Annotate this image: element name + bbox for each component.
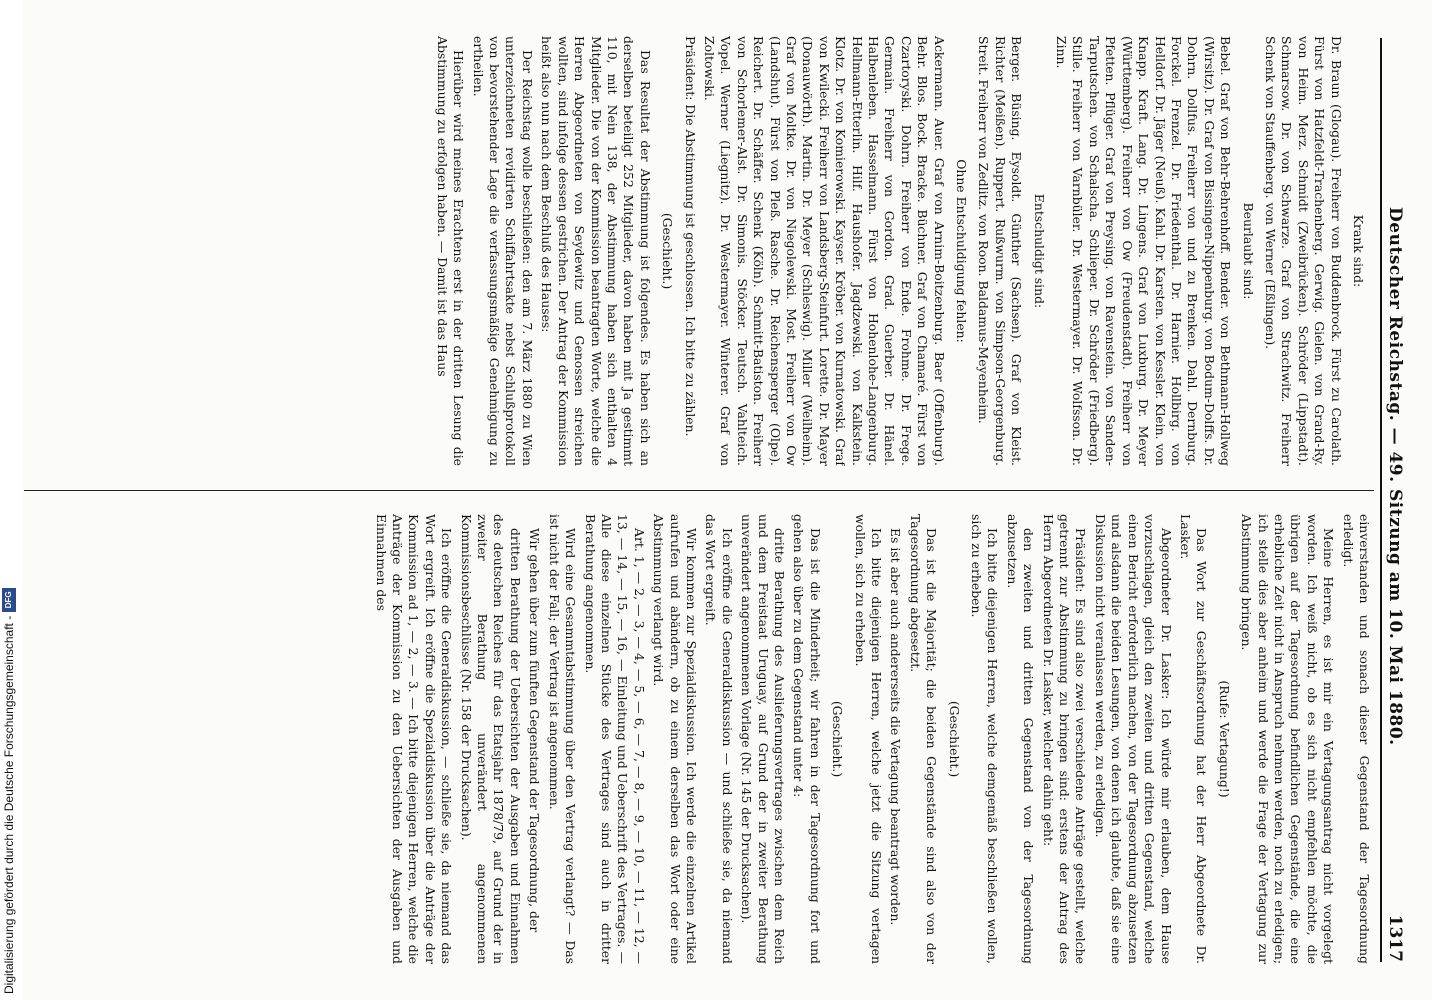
paragraph: Wird eine Gesammtabstimmung über den Vertrag verlangt? — Das ist nicht der Fall; der Vertrag ist angenommen. — [546, 514, 579, 964]
paragraph: Das Wort zur Geschäftsordnung hat der Herr Abgeordnete Dr. Lasker. — [1177, 514, 1210, 964]
paragraph: Dr. Braun (Glogau). Freiherr von Buddenbrock. Fürst zu Carolath. Fürst von Hatzfeldt-Trachenberg. Gerwig. Gielen. von Grand-Ry. von Heim. Merz. Schmidt (Zweibrücken). Schröder (Lippstadt). Schmarsow. Dr. von Schwarze. Graf von Strachwitz. Freiherr Schenk von Stauffenberg. von Werner (Eßlingen). — [1262, 36, 1344, 466]
paragraph: Hierüber wird meines Erachtens erst in der dritten Lesung die Abstimmung zu erfolgen haben. — Damit ist das Haus — [434, 36, 467, 466]
paragraph: dritten Berathung der Uebersichten der Ausgaben und Einnahmen des deutschen Reiches für das Etatsjahr 1878/79, auf Grund der in zweiter Berathung unverändert angenommenen Kommissionsbeschlüsse (Nr. 158 der Drucksachen). — [458, 514, 523, 964]
paragraph: Art. 1, — 2, — 3, — 4, — 5, — 6, — 7, — 8, — 9, — 10, — 11, — 12, — 13, — 14, — 15, — 16, — Einleitung und Ueberschrift des Vertrages. — Alle diese einzelnen Stücke des Vertrages sind auch in dritter Berathung angenommen. — [582, 514, 647, 964]
section-heading: (Geschieht.) — [946, 700, 962, 778]
paragraph: Ich bitte diejenigen Herren, welche jetzt die Sitzung vertagen wollen, sich zu erheben. — [852, 514, 885, 964]
section-heading: (Geschieht.) — [660, 212, 676, 290]
paragraph: Präsident: Es sind also zwei verschiedene Anträge gestellt, welche getrennt zur Abstimmung zu bringen sind: erstens der Antrag des Herrn Abgeordneten Dr. Lasker, welcher dahin geht: — [1040, 514, 1089, 964]
funding-text: Digitalisierung gefördert durch die Deutsche Forschungsgemeinschaft - — [2, 615, 16, 994]
footer-strip — [0, 0, 22, 1000]
paragraph: Ackermann. Auer. Graf von Arnim-Boitzenburg. Baer (Offenburg). Behr. Blos. Bock. Bracke. Büchner. Graf von Chamaré. Fürst von Czartoryski. Dohrn. Freiherr von Ende. Frohme. Dr. Frege. Germain. Freiherr von Gordon. Grad. Guerber. Dr. Hänel. Halbenleben. Hasselmann. Fürst von Hohenlohe-Langenburg. Hellmann-Etterlin. Hilf. Haushofer. Jagdzewski. von Kalkstein. Klotz. Dr. von Komierowski. Kayser. Kröber. von Kurnatowski. Graf von Kwilecki. Freiherr von Landsberg-Steinfurt. Lorette. Dr. Mayer (Donauwörth). Martin. Dr. Meyer (Schleswig). Miller (Weilheim). Graf von Moltke. Dr. von Niegolewski. Most. Freiherr von Ow (Landshut). Fürst von Pleß. Rasche. Dr. Reichensperger (Olpe). Reichert. Dr. Schäffer. Schenk (Köln). Schmitt-Batiston. Freiherr von Schorlemer-Alst. Dr. Simonis. Stöcker. Teutsch. Vahlteich. Vopel. Werner (Liegnitz). Dr. Westermayer. Winterer. Graf von Zoltowski. — [701, 36, 947, 466]
running-header — [1380, 38, 1408, 962]
paragraph: Abgeordneter Dr. Lasker: Ich würde mir erlauben, dem Hause vorzuschlagen, gleich den zweiten und dritten Gegenstand, welche einen Bericht erforderlich machen, von der Tagesordnung abzusetzen und alsdann die beiden Lesungen, von denen ich glaubte, daß sie eine Diskussion nicht veranlassen werden, zu erledigen. — [1092, 514, 1174, 964]
page-number: 1317 — [1385, 914, 1405, 962]
paragraph: Ich bitte diejenigen Herren, welche demgemäß beschließen wollen, sich zu erheben. — [969, 514, 1001, 964]
paragraph: Wir kommen zur Spezialdiskussion. Ich werde die einzelnen Artikel aufrufen und abändern, ob zu einem derselben das Wort oder eine Abstimmung verlangt wird. — [651, 514, 699, 964]
newspaper-page — [12, 0, 1412, 1000]
paragraph: Bebel. Graf von Behr-Behrenhoff. Bender. von Bethmann-Hollweg (Wirsitz). Dr. Graf von Bissingen-Nippenburg. von Bodum-Dolffs. Dr. Dohrn. Dollfus. Freiherr von und zu Brenken. Dahl. Dernburg. Forckel. Frenzel. Dr. Friedenthal. Dr. Harnier. Hollbirg. von Helldorf. Dr. Jäger (Neuß). Kahl. Dr. Karsten. von Kessler. Klein. von Knapp. Kraft. Lang. Dr. Lingens. Graf von Luxburg. Dr. Meyer (Württemberg). Freiherr von Ow (Freudenstadt). Freiherr von Pfetten. Pflüger. Graf von Preysing. von Ravenstein. von Sanden-Tarputschen. von Schalscha. Schlieper. Dr. Schröder (Friedberg). Stille. Freiherr von Varnbüler. Dr. Westermayer. Dr. Wolfsson. Dr. Zinn. — [1054, 36, 1234, 466]
paragraph: Ich eröffne die Generaldiskussion — und schließe sie, da niemand das Wort ergreift. — [703, 514, 735, 964]
paragraph: Ich eröffne die Generaldiskussion, — schließe sie, da niemand das Wort ergreift. Ich eröffne die Spezialdiskussion über die Anträge der Kommission ad 1, — 2, — 3. — Ich bitte diejenigen Herren, welche die Anträge der Kommission zu den Uebersichten der Ausgaben und Einnahmen des — [373, 514, 455, 964]
section-heading: (Geschieht.) — [830, 700, 846, 778]
paragraph: Es ist aber auch andererseits die Vertagung beantragt worden. — [888, 528, 904, 926]
paragraph: Das ist die Minderheit; wir fahren in der Tagesordnung fort und gehen also über zu dem Gegenstand unter 4: — [791, 514, 823, 964]
paragraph: Berger. Büsing. Eysoldt. Günther (Sachsen). Graf von Kleist. Richter (Meißen). Ruppert. Rußwurm. von Simpson-Georgenburg. Streit. Freiherr von Zedlitz. von Roon. Baldamus-Meyenheim. — [976, 36, 1025, 466]
paragraph: Das Resultat der Abstimmung ist folgendes. Es haben sich an derselben beteiligt 252 Mitglieder, davon haben mit Ja gestimmt 110, mit Nein 138, der Abstimmung haben sich enthalten 4 Mitglieder. Die von der Kommission beantragten Worte, welche die Herren Abgeordneten von Seydewitz und Genossen streichen wollten, sind infolge dessen gestrichen. Der Antrag der Kommission heißt also nun nach dem Beschluß des Hauses: — [539, 36, 653, 466]
right-column — [22, 514, 1372, 964]
paragraph: Der Reichstag wolle beschließen: den am 7. März 1880 zu Wien unterzeichneten revidirten Schiffahrtsakte nebst Schlußprotokoll von bevorstehender Lage die verfassungsmäßige Genehmigung zu ertheilen. — [470, 36, 535, 466]
paragraph: Meine Herren, es ist mir ein Vertagungsantrag nicht vorgelegt worden. Ich weiß nicht, ob es sich nicht empfehlen möchte, die übrigen auf der Tagesordnung befindlichen Gegenstände, die eine erhebliche Zeit nicht in Anspruch nehmen werden, noch zu erledigen; ich stelle dies aber anheim und werde die Frage der Vertagung zur Abstimmung bringen. — [1239, 514, 1337, 964]
section-heading: Ohne Entschuldigung fehlen: — [954, 159, 970, 343]
paragraph: dritte Berathung des Auslieferungsvertrages zwischen dem Reich und dem Freistaat Uruguay, auf Grund der in zweiter Berathung unverändert angenommenen Vorlage (Nr. 145 der Drucksachen). — [739, 514, 787, 964]
section-heading: Entschuldigt sind: — [1031, 193, 1047, 309]
paragraph: Das ist die Majorität; die beiden Gegenstände sind also von der Tagesordnung abgesetzt. — [907, 514, 940, 964]
section-heading: Krank sind: — [1351, 214, 1366, 288]
funding-notice — [0, 0, 18, 994]
paragraph: einverstanden und sonach dieser Gegenstand der Tagesordnung erledigt. — [1340, 514, 1372, 964]
paragraph: den zweiten und dritten Gegenstand von der Tagesordnung abzusetzen. — [1004, 514, 1037, 964]
paragraph: Wir gehen über zum fünften Gegenstand der Tagesordnung, der — [527, 528, 543, 933]
page-title: Deutscher Reichstag. — 49. Sitzung am 10. Mai 1880. — [1385, 207, 1405, 746]
column-divider — [24, 490, 1374, 491]
section-heading: Beurlaubt sind: — [1240, 202, 1256, 300]
paragraph: Präsident: Die Abstimmung ist geschlossen. Ich bitte zu zählen. — [682, 36, 698, 437]
section-heading: (Rufe: Vertagung!) — [1216, 680, 1232, 798]
dfg-logo: DFG — [2, 588, 16, 612]
left-column — [22, 36, 1372, 466]
